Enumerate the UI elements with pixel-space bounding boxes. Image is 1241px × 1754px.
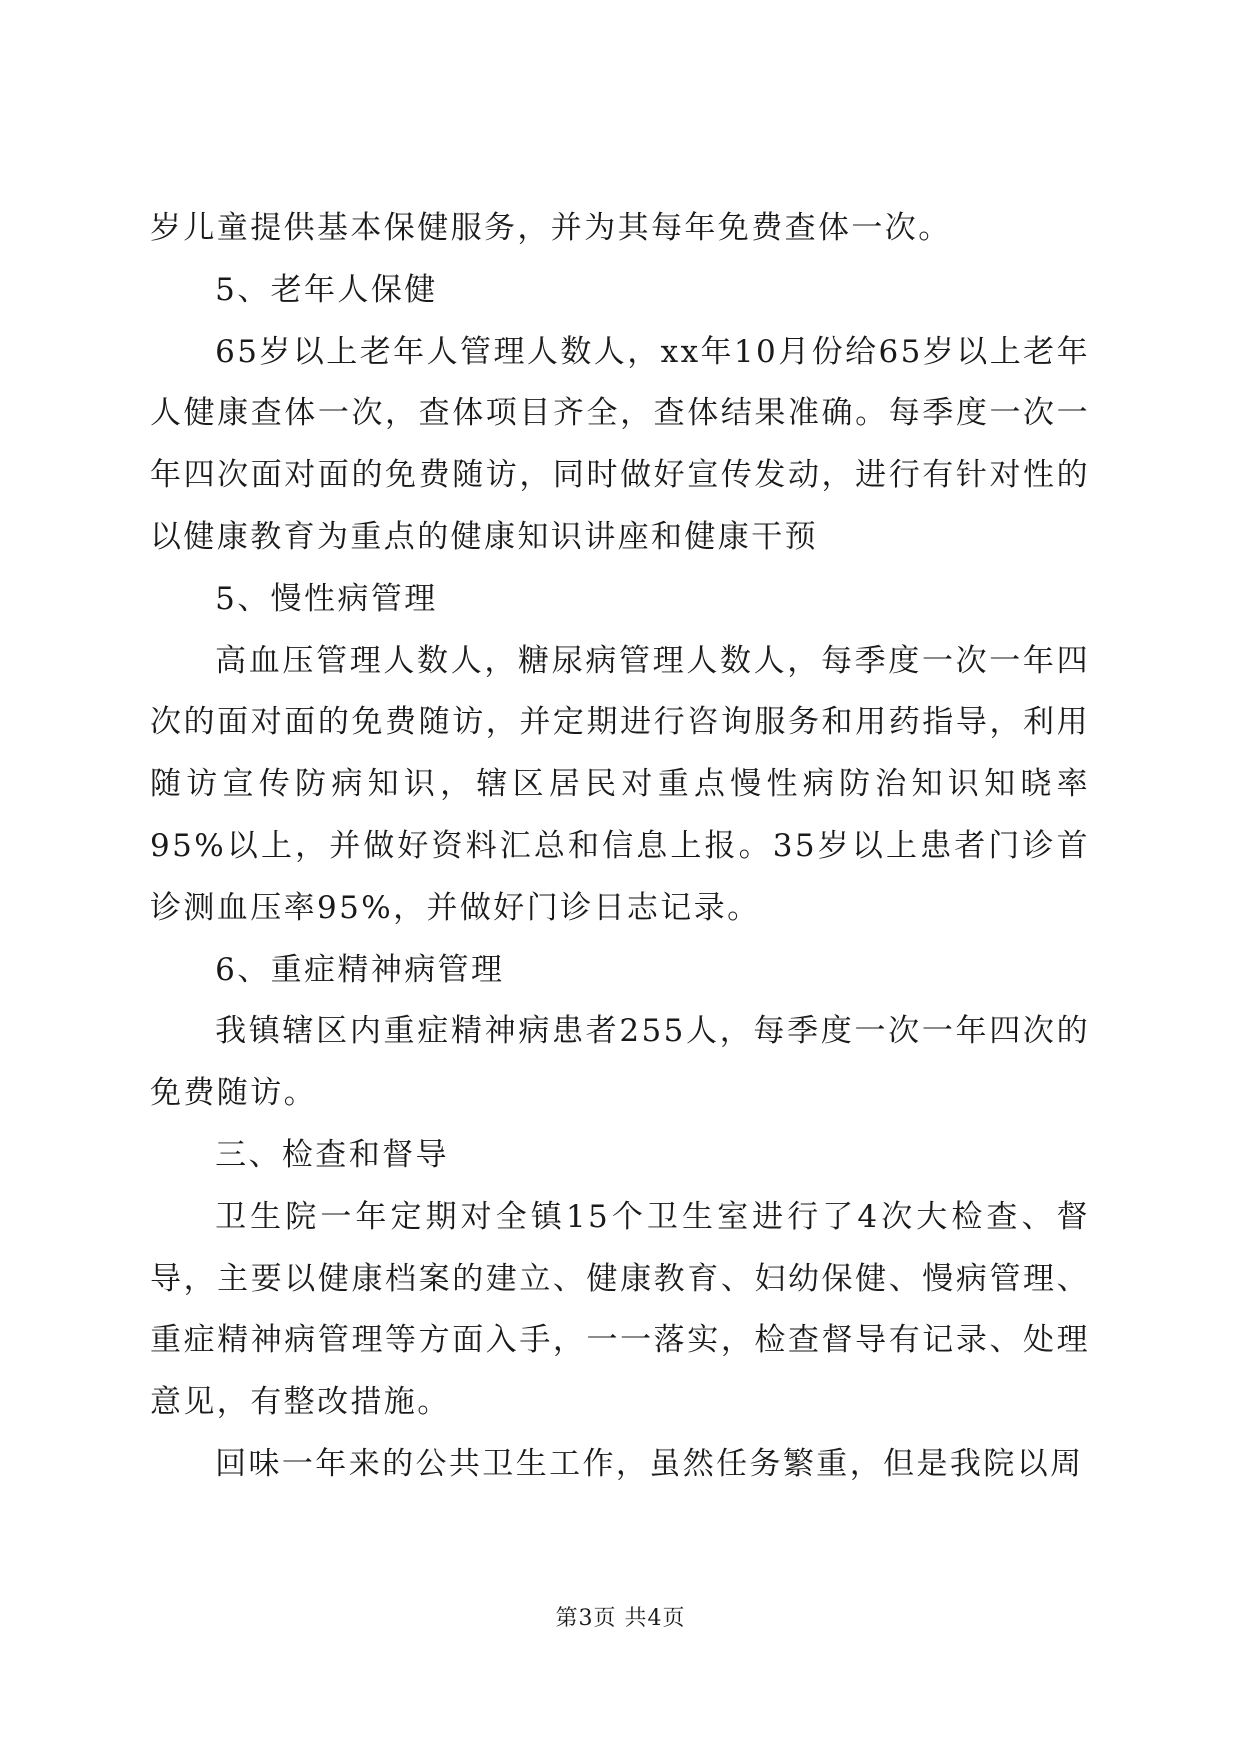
document-body <box>150 198 1090 1496</box>
page-number-footer: 第3页 共4页 <box>555 1606 686 1631</box>
heading-elderly-care: 5、老年人保健 <box>215 271 438 308</box>
paragraph-elderly-care: 65岁以上老年人管理人数人，xx年10月份给65岁以上老年人健康查体一次，查体项目齐全，查体结果准确。每季度一次一年四次面对面的免费随访，同时做好宣传发动，进行有针对性的以健康教育为重点的健康知识讲座和健康干预 <box>150 333 1090 555</box>
paragraph-inspection: 卫生院一年定期对全镇15个卫生室进行了4次大检查、督导，主要以健康档案的建立、健康教育、妇幼保健、慢病管理、重症精神病管理等方面入手，一一落实，检查督导有记录、处理意见，有整改措施。 <box>150 1198 1090 1421</box>
paragraph-children-care-end: 岁儿童提供基本保健服务，并为其每年免费查体一次。 <box>150 210 952 246</box>
heading-chronic-disease: 5、慢性病管理 <box>215 580 438 617</box>
paragraph-chronic-disease: 高血压管理人数人，糖尿病管理人数人，每季度一次一年四次的面对面的免费随访，并定期进行咨询服务和用药指导，利用随访宣传防病知识，辖区居民对重点慢性病防治知识知晓率95%以上，并做好资料汇总和信息上报。35岁以上患者门诊首诊测血压率95%，并做好门诊日志记录。 <box>150 642 1090 926</box>
paragraph-mental-illness: 我镇辖区内重症精神病患者255人，每季度一次一年四次的免费随访。 <box>150 1013 1090 1112</box>
paragraph-review: 回味一年来的公共卫生工作，虽然任务繁重，但是我院以周 <box>215 1445 1084 1482</box>
heading-mental-illness: 6、重症精神病管理 <box>215 951 505 988</box>
heading-inspection: 三、检查和督导 <box>215 1136 449 1173</box>
